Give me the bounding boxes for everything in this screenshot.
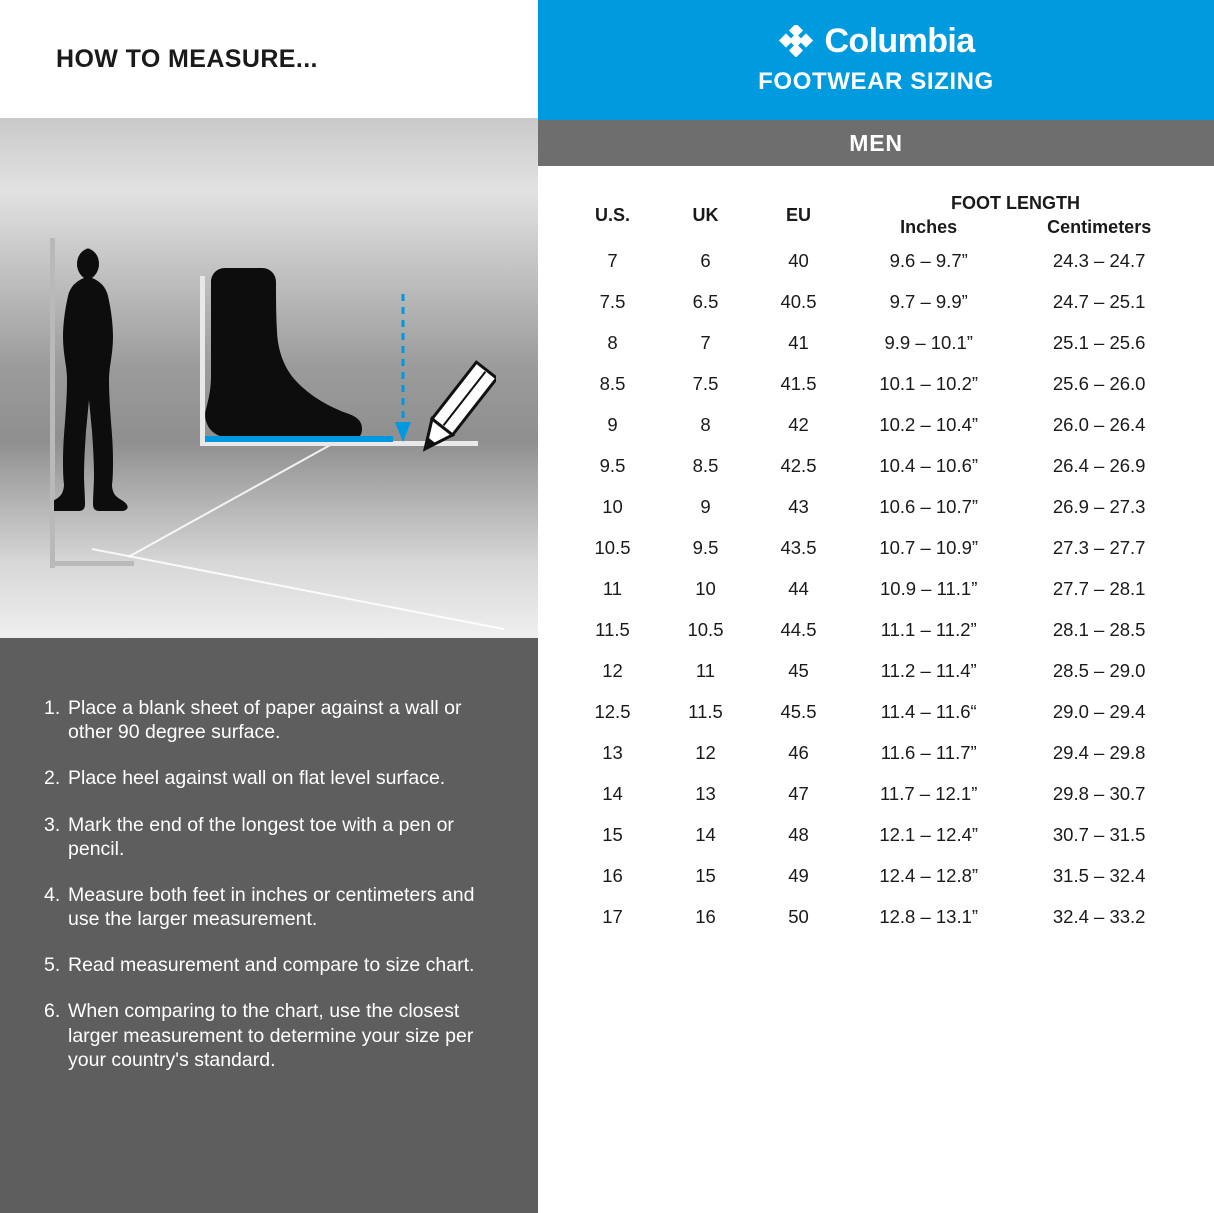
- foot-length-measure-line: [205, 436, 393, 442]
- cell-inches: 12.8 – 13.1”: [879, 905, 979, 927]
- cell-inches: 9.7 – 9.9”: [889, 290, 968, 312]
- cell-cm: 28.5 – 29.0: [1052, 659, 1146, 681]
- column-header-inches: Inches: [900, 217, 958, 237]
- cell-eu: 43.5: [780, 536, 817, 558]
- instructions-list: [0, 638, 538, 1213]
- cell-uk: 10.5: [687, 618, 724, 640]
- column-header-centimeters: Centimeters: [1047, 217, 1152, 237]
- cell-inches: 12.1 – 12.4”: [879, 823, 979, 845]
- foot-sock-silhouette: [203, 266, 393, 444]
- table-row: [566, 814, 1186, 855]
- guide-line-upper: [128, 435, 348, 558]
- cell-inches: 10.6 – 10.7”: [879, 495, 979, 517]
- cell-cm: 27.7 – 28.1: [1052, 577, 1146, 599]
- table-row: [566, 363, 1186, 404]
- brand-subtitle: FOOTWEAR SIZING: [758, 68, 994, 95]
- cell-uk: 8.5: [692, 454, 719, 476]
- cell-uk: 7.5: [692, 372, 719, 394]
- list-item-text: Mark the end of the longest toe with a pen or pencil.: [68, 813, 454, 860]
- cell-cm: 27.3 – 27.7: [1052, 536, 1146, 558]
- cell-eu: 46: [788, 741, 809, 763]
- cell-eu: 41.5: [780, 372, 817, 394]
- column-header-eu: EU: [785, 205, 811, 225]
- cell-inches: 11.7 – 12.1”: [880, 782, 978, 804]
- list-item-number: 6.: [44, 1000, 61, 1023]
- cell-us: 9: [607, 413, 618, 435]
- cell-uk: 6: [700, 249, 711, 271]
- how-to-measure-title: HOW TO MEASURE...: [56, 44, 318, 73]
- list-item-text: When comparing to the chart, use the closest larger measurement to determine your size per your country's standard.: [68, 1000, 474, 1071]
- table-row: [566, 732, 1186, 773]
- cell-us: 13: [602, 741, 623, 763]
- table-row: [566, 896, 1186, 937]
- list-item: [44, 999, 494, 1072]
- list-item: [44, 953, 494, 977]
- column-header-uk: UK: [692, 205, 719, 225]
- table-row: [566, 773, 1186, 814]
- cell-cm: 24.7 – 25.1: [1052, 290, 1146, 312]
- measure-illustration: [0, 118, 538, 638]
- cell-cm: 26.0 – 26.4: [1052, 413, 1146, 435]
- cell-us: 7.5: [599, 290, 626, 312]
- cell-eu: 42: [788, 413, 809, 435]
- cell-us: 10: [602, 495, 623, 517]
- table-row: [566, 486, 1186, 527]
- cell-cm: 26.4 – 26.9: [1052, 454, 1146, 476]
- cell-eu: 48: [788, 823, 809, 845]
- table-row: [566, 445, 1186, 486]
- table-row: [566, 404, 1186, 445]
- cell-us: 12.5: [594, 700, 631, 722]
- column-header-us: U.S.: [594, 205, 630, 225]
- size-table-head: [566, 192, 1186, 240]
- standing-person-silhouette: [54, 246, 130, 564]
- list-item-text: Read measurement and compare to size chart.: [68, 954, 475, 977]
- size-table: [566, 192, 1186, 937]
- size-table-body: [566, 240, 1186, 937]
- cell-us: 10.5: [594, 536, 631, 558]
- cell-eu: 50: [788, 905, 809, 927]
- how-to-measure-header: [0, 0, 538, 118]
- cell-us: 16: [602, 864, 623, 886]
- list-item: [44, 766, 494, 790]
- list-item: [44, 813, 494, 861]
- cell-eu: 40.5: [780, 290, 817, 312]
- size-table-wrap: [538, 166, 1214, 937]
- cell-us: 8: [607, 331, 618, 353]
- cell-uk: 11.5: [688, 700, 723, 722]
- cell-uk: 10: [695, 577, 716, 599]
- cell-inches: 9.9 – 10.1”: [884, 331, 973, 353]
- cell-cm: 29.0 – 29.4: [1052, 700, 1146, 722]
- table-row: [566, 240, 1186, 281]
- gender-label: MEN: [849, 129, 903, 156]
- table-row: [566, 650, 1186, 691]
- brand-header: [538, 0, 1214, 120]
- cell-eu: 42.5: [780, 454, 817, 476]
- cell-inches: 11.4 – 11.6“: [880, 700, 977, 722]
- cell-uk: 11: [695, 659, 716, 681]
- cell-eu: 44.5: [780, 618, 817, 640]
- list-item: [44, 696, 494, 744]
- cell-uk: 16: [695, 905, 716, 927]
- cell-us: 14: [602, 782, 623, 804]
- cell-eu: 40: [788, 249, 809, 271]
- cell-us: 7: [607, 249, 618, 271]
- table-row: [566, 281, 1186, 322]
- table-header-row: [566, 192, 1186, 216]
- dashed-down-arrow-icon: [392, 294, 414, 444]
- sizing-panel: [538, 0, 1214, 1213]
- cell-inches: 10.1 – 10.2”: [879, 372, 979, 394]
- table-row: [566, 691, 1186, 732]
- cell-cm: 25.6 – 26.0: [1052, 372, 1146, 394]
- gender-band: [538, 120, 1214, 166]
- cell-inches: 12.4 – 12.8”: [879, 864, 979, 886]
- cell-uk: 15: [695, 864, 716, 886]
- cell-eu: 49: [788, 864, 809, 886]
- cell-us: 15: [602, 823, 623, 845]
- cell-eu: 44: [788, 577, 809, 599]
- cell-us: 11: [602, 577, 623, 599]
- cell-cm: 29.8 – 30.7: [1052, 782, 1146, 804]
- list-item-text: Place a blank sheet of paper against a wall or other 90 degree surface.: [68, 697, 462, 744]
- cell-cm: 32.4 – 33.2: [1052, 905, 1146, 927]
- how-to-measure-panel: [0, 0, 538, 1213]
- table-row: [566, 322, 1186, 363]
- table-row: [566, 855, 1186, 896]
- cell-us: 9.5: [599, 454, 626, 476]
- guide-line-lower: [92, 548, 505, 630]
- cell-inches: 10.4 – 10.6”: [879, 454, 979, 476]
- cell-inches: 10.7 – 10.9”: [879, 536, 979, 558]
- cell-eu: 41: [788, 331, 809, 353]
- list-item-text: Measure both feet in inches or centimeters and use the larger measurement.: [68, 883, 475, 931]
- brand-name: Columbia: [824, 22, 975, 60]
- cell-inches: 11.1 – 11.2”: [880, 618, 977, 640]
- pencil-icon: [416, 356, 496, 466]
- cell-uk: 9: [700, 495, 711, 517]
- table-row: [566, 568, 1186, 609]
- cell-inches: 11.6 – 11.7”: [880, 741, 977, 763]
- cell-cm: 25.1 – 25.6: [1052, 331, 1146, 353]
- cell-us: 8.5: [599, 372, 626, 394]
- cell-inches: 10.2 – 10.4”: [879, 413, 979, 435]
- cell-uk: 7: [700, 331, 711, 353]
- list-item-number: 2.: [44, 767, 61, 790]
- cell-inches: 9.6 – 9.7”: [889, 249, 968, 271]
- cell-uk: 12: [695, 741, 716, 763]
- cell-eu: 45: [788, 659, 809, 681]
- cell-us: 11.5: [595, 618, 630, 640]
- cell-cm: 24.3 – 24.7: [1052, 249, 1146, 271]
- list-item-number: 1.: [44, 697, 61, 719]
- list-item-number: 4.: [44, 883, 61, 906]
- cell-us: 17: [602, 905, 623, 927]
- column-header-foot-length: FOOT LENGTH: [951, 193, 1080, 213]
- list-item: [44, 883, 494, 931]
- cell-cm: 29.4 – 29.8: [1052, 741, 1146, 763]
- list-item-number: 3.: [44, 813, 61, 836]
- columbia-diamond-logo: [777, 25, 815, 57]
- cell-cm: 31.5 – 32.4: [1052, 864, 1146, 886]
- cell-eu: 45.5: [780, 700, 817, 722]
- table-row: [566, 609, 1186, 650]
- cell-cm: 28.1 – 28.5: [1052, 618, 1146, 640]
- cell-cm: 26.9 – 27.3: [1052, 495, 1146, 517]
- brand-row: [777, 24, 974, 58]
- cell-uk: 8: [700, 413, 711, 435]
- cell-us: 12: [602, 659, 623, 681]
- cell-cm: 30.7 – 31.5: [1052, 823, 1146, 845]
- list-item-number: 5.: [44, 954, 61, 977]
- cell-inches: 11.2 – 11.4”: [880, 659, 977, 681]
- cell-eu: 47: [788, 782, 809, 804]
- cell-uk: 6.5: [692, 290, 719, 312]
- cell-uk: 13: [695, 782, 716, 804]
- list-item-text: Place heel against wall on flat level surface.: [68, 767, 446, 790]
- cell-uk: 9.5: [692, 536, 719, 558]
- table-row: [566, 527, 1186, 568]
- cell-inches: 10.9 – 11.1”: [880, 577, 978, 599]
- cell-uk: 14: [695, 823, 716, 845]
- cell-eu: 43: [788, 495, 809, 517]
